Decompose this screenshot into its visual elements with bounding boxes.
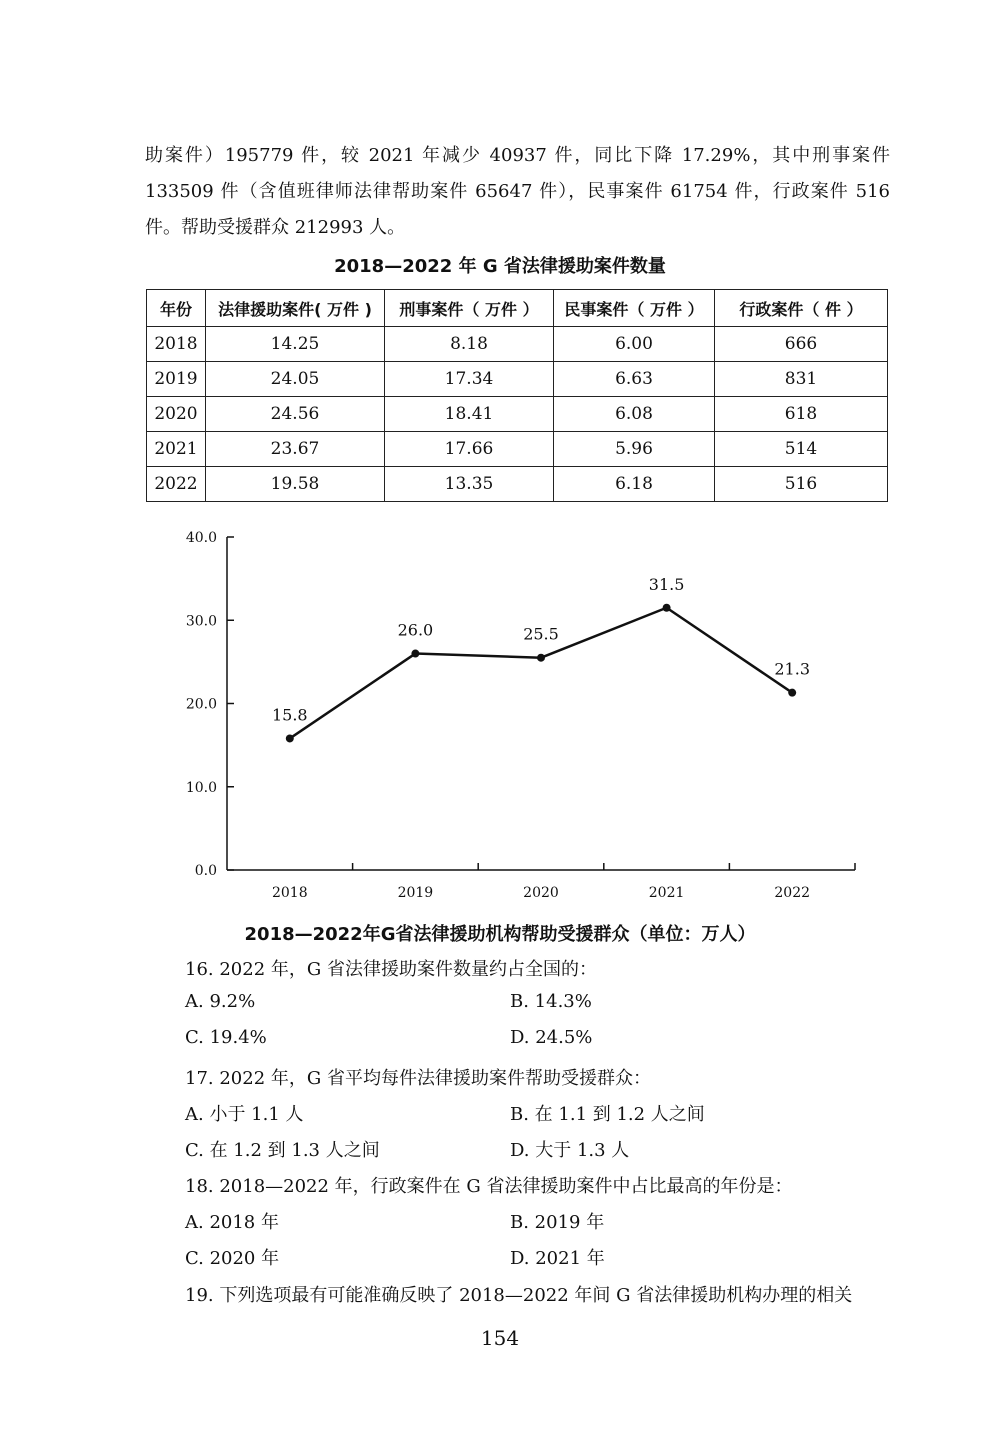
table-cell: 2021 <box>147 432 206 467</box>
table-cell: 516 <box>715 467 888 502</box>
table-cell: 8.18 <box>385 327 554 362</box>
y-tick-label: 0.0 <box>194 863 217 879</box>
question-18: 18. 2018—2022 年，行政案件在 G 省法律援助案件中占比最高的年份是： <box>185 1176 793 1197</box>
option-18-b: B. 2019 年 <box>510 1212 605 1233</box>
option-16-c: C. 19.4% <box>185 1027 267 1048</box>
table-cell: 19.58 <box>206 467 385 502</box>
x-tick-label: 2021 <box>648 885 685 901</box>
option-18-d: D. 2021 年 <box>510 1248 605 1269</box>
x-tick-label: 2019 <box>397 885 434 901</box>
option-17-d: D. 大于 1.3 人 <box>510 1140 630 1161</box>
page-number: 154 <box>480 1326 520 1350</box>
x-tick-label: 2018 <box>271 885 308 901</box>
table-header-cell: 法律援助案件( 万件 ) <box>206 290 385 327</box>
table-header-cell: 年份 <box>147 290 206 327</box>
option-18-a: A. 2018 年 <box>185 1212 279 1233</box>
table-cell: 831 <box>715 362 888 397</box>
data-point <box>537 654 545 662</box>
data-label: 21.3 <box>774 659 811 679</box>
data-label: 15.8 <box>271 705 308 725</box>
option-16-d: D. 24.5% <box>510 1027 593 1048</box>
table-cell: 18.41 <box>385 397 554 432</box>
table-cell: 13.35 <box>385 467 554 502</box>
option-16-a: A. 9.2% <box>185 991 256 1012</box>
table-cell: 6.18 <box>554 467 715 502</box>
table-cell: 17.34 <box>385 362 554 397</box>
option-17-b: B. 在 1.1 到 1.2 人之间 <box>510 1104 705 1125</box>
chart-caption: 2018—2022年G省法律援助机构帮助受援群众（单位：万人） <box>244 924 756 945</box>
x-tick-label: 2022 <box>774 885 811 901</box>
table-cell: 14.25 <box>206 327 385 362</box>
data-label: 31.5 <box>648 574 685 594</box>
table-cell: 17.66 <box>385 432 554 467</box>
table-cell: 24.05 <box>206 362 385 397</box>
table-cell: 618 <box>715 397 888 432</box>
data-point <box>286 734 294 742</box>
table-header-row <box>147 290 888 327</box>
line-chart <box>170 525 870 910</box>
question-17: 17. 2022 年，G 省平均每件法律援助案件帮助受援群众： <box>185 1068 651 1089</box>
table-cell: 2019 <box>147 362 206 397</box>
option-18-c: C. 2020 年 <box>185 1248 280 1269</box>
data-point <box>788 689 796 697</box>
x-tick-label: 2020 <box>523 885 559 901</box>
table-cell: 6.00 <box>554 327 715 362</box>
table-cell: 2022 <box>147 467 206 502</box>
question-16: 16. 2022 年，G 省法律援助案件数量约占全国的： <box>185 959 597 980</box>
table-cell: 6.08 <box>554 397 715 432</box>
data-point <box>663 604 671 612</box>
table-cell: 2018 <box>147 327 206 362</box>
data-point <box>411 650 419 658</box>
table-row <box>147 327 888 362</box>
option-17-a: A. 小于 1.1 人 <box>185 1104 304 1125</box>
table-cell: 666 <box>715 327 888 362</box>
data-label: 25.5 <box>523 624 559 644</box>
table-cell: 5.96 <box>554 432 715 467</box>
question-19: 19. 下列选项最有可能准确反映了 2018—2022 年间 G 省法律援助机构办理的相关 <box>185 1285 853 1306</box>
table-row <box>147 397 888 432</box>
intro-paragraph: 助案件）195779 件，较 2021 年减少 40937 件，同比下降 17.29%，其中刑事案件 133509 件（含值班律师法律帮助案件 65647 件），民事案件 61754 件，行政案件 516 件。帮助受援群众 212993 人。 <box>145 145 890 238</box>
y-tick-label: 40.0 <box>185 530 217 546</box>
y-tick-label: 20.0 <box>185 696 217 713</box>
table-header-cell: 刑事案件（ 万件 ） <box>385 290 554 327</box>
table-cell: 2020 <box>147 397 206 432</box>
table-cell: 514 <box>715 432 888 467</box>
table-cell: 6.63 <box>554 362 715 397</box>
option-16-b: B. 14.3% <box>510 991 592 1012</box>
table-cell: 23.67 <box>206 432 385 467</box>
table-header-cell: 民事案件（ 万件 ） <box>554 290 715 327</box>
table-row <box>147 467 888 502</box>
table-row <box>147 432 888 467</box>
y-tick-label: 30.0 <box>185 613 217 630</box>
y-tick-label: 10.0 <box>185 779 217 796</box>
option-17-c: C. 在 1.2 到 1.3 人之间 <box>185 1140 380 1161</box>
data-label: 26.0 <box>397 620 434 640</box>
table-cell: 24.56 <box>206 397 385 432</box>
case-table <box>146 289 888 502</box>
table-header-cell: 行政案件（ 件 ） <box>715 290 888 327</box>
table-row <box>147 362 888 397</box>
table-title: 2018—2022 年 G 省法律援助案件数量 <box>334 256 666 277</box>
